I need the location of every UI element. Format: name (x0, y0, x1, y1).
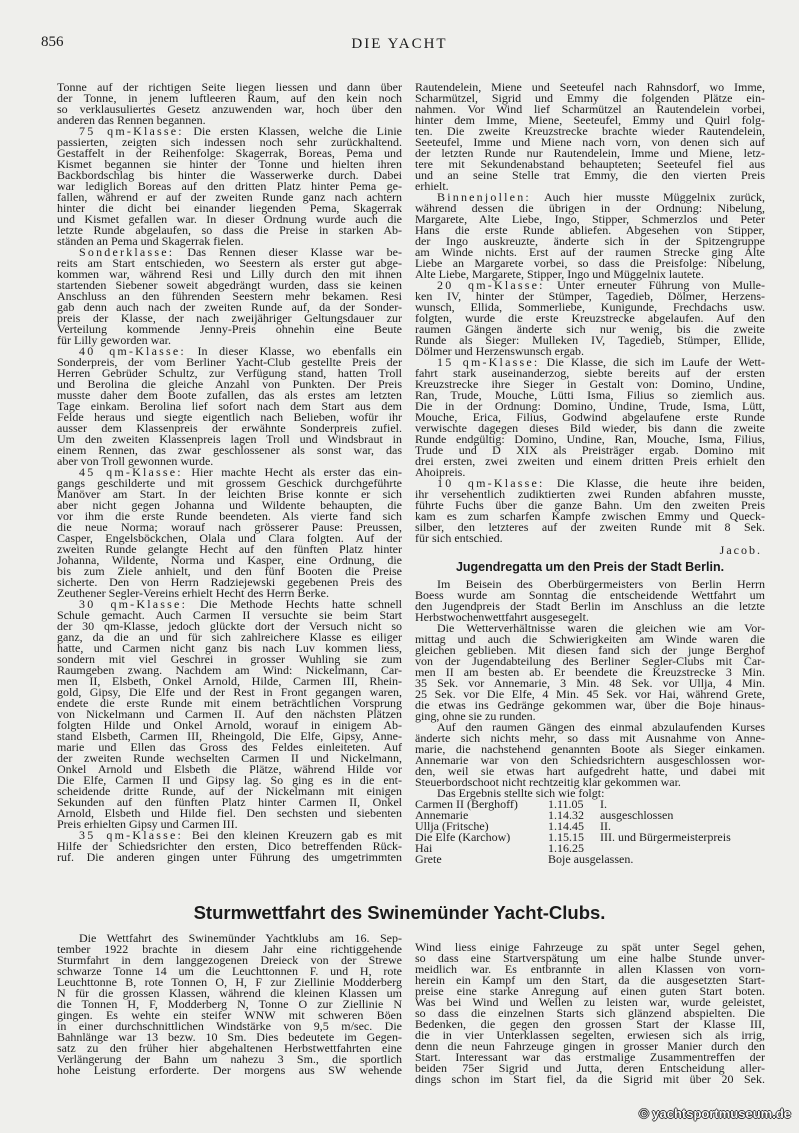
class-heading: 75 qm-Klasse: (79, 124, 184, 138)
text-line: Johanna, Wildente, Norma und Kasper, eine Ordnung, die (57, 553, 402, 567)
text-line: ken IV, hinter der Stümper, Tagedieb, Dölmer, Herzens- (415, 289, 765, 303)
text-line: reits am Start entschieden, wo Seestern als erster gut abge- (57, 256, 402, 270)
text-line: Start. Interessant war das erstmalige Zusammentreffen der (415, 1050, 765, 1064)
text-line: der Ingo auskreuzte, änderte sich in der Spitzengruppe (415, 234, 765, 248)
text-line: einem Rennen, das zwar geschlossener als sonst war, das (57, 443, 402, 457)
text-line: Ahoipreis. (415, 465, 466, 479)
text-line: änderte sich nichts mehr, so dass mit Ausnahme von Anne- (415, 731, 765, 745)
text-line: gangs geschilderte und mit grossem Geschick durchgeführte (57, 476, 402, 490)
text-line: meidlich war. Es entbrannte in allen Klassen von vorn- (415, 962, 765, 976)
running-title: DIE YACHT (351, 36, 448, 52)
text-line: gleichen geblieben. Mit diesen fand sich der junge Berghof (415, 643, 765, 657)
text-line: Steuerbordschoot nicht rechtzeitig klar gekommen war. (415, 775, 681, 789)
text-line: am Winde nichts. Erst auf der raumen Strecke ging Alte (415, 245, 765, 259)
line-text: Die ersten Klassen, welche die Linie (183, 124, 403, 138)
author-signature: Jacob. (719, 543, 762, 557)
paragraph (57, 467, 402, 599)
text-line: während dessen die übrigen in der Ordnung: Nibelung, (415, 201, 765, 215)
text-line: Hans die erste Runde abliefen. Abgesehen von Stipper, (415, 223, 765, 237)
text-line: führte Fuchs über die ganze Bahn. Um den zweiten Preis (415, 498, 765, 512)
text-line: drei ersten, zwei zweiten und einem dritten Preis erhielt den (415, 454, 765, 468)
text-line: ging, ohne sie zu runden. (415, 709, 536, 723)
text-line: die etwas ins Gedränge gekommen war, über die Boje hinaus- (415, 698, 765, 712)
text-line: Die Wettfahrt des Swinemünder Yachtklubs am 16. Sep- (79, 931, 402, 945)
text-line: Verteilung kommende Jenny-Preis ohnehin eine Beute (57, 322, 402, 336)
text-line: scheidende dritte Runde, auf der Nickelmann mit einigen (57, 784, 402, 798)
paragraph (57, 599, 402, 830)
text-line: fahrt stark auseinanderzog, siebte bereits auf der ersten (415, 366, 765, 380)
text-line: kam es zum scharfen Kampfe zwischen Emmy und Queck- (415, 509, 765, 523)
text-line: Bahnlänge war 13 bezw. 10 Sm. Dies bedeutete im Gegen- (57, 1030, 402, 1044)
text-line: vor ihm die erste Runde beendeten. Als vierte fand sich (57, 509, 402, 523)
text-line: Was bei Wind und Wellen zu leisten war, wurde geleistet, (415, 995, 765, 1009)
text-line: dings schon im Start fiel, da die Sigrid mit über 20 Sek. (415, 1072, 765, 1086)
text-line: Bedenken, die gegen den grossen Start der Klasse III, (415, 1017, 765, 1031)
paragraph (415, 579, 765, 623)
text-line: N für die grossen Klassen, während die kleinen Klassen um (57, 986, 402, 1000)
line-text: Die Methode Hechts hatte schnell (187, 597, 402, 611)
text-line: Verlängerung der Bahn um nahezu 3 Sm., die sportlich (57, 1052, 402, 1066)
paragraph (415, 192, 765, 280)
text-line: tember 1922 brachte in diesem Jahr eine richtiggehende (57, 942, 402, 956)
text-line: zweiten Runde gelangte Hecht auf den fünften Platz hinter (57, 542, 402, 556)
result-row (415, 854, 765, 865)
text-line: Backbordschlag bis hinter die Wasserwerke durch. Dabei (57, 168, 402, 182)
right-lower-flow (415, 545, 765, 865)
text-line: 35 Sek. vor Annemarie, 3 Min. 48 Sek. vor Ullja, 4 Min. (415, 676, 765, 690)
text-line: Die Elfe, Carmen II und Gipsy lag. So ging es in die ent- (57, 773, 402, 787)
text-line: Rautendelein, Miene und Seeteufel nach Rahnsdorf, wo Imme, (415, 80, 765, 94)
text-line: der Tonne, in jenem luftleeren Raum, auf den kein noch (57, 91, 402, 105)
results-intro: Das Ergebnis stellte sich wie folgt: (437, 786, 605, 800)
text-line: Um den zweiten Klassenpreis lagen Troll und Windsbraut in (57, 432, 402, 446)
result-note: ausgeschlossen (600, 808, 674, 822)
text-line: gold, Gipsy, Die Elfe und der Rest in Front gegangen waren, (57, 685, 402, 699)
text-line: musste daher dem Boote zufallen, das als erstes am letzten (57, 388, 402, 402)
text-line: Mouche, Erica, Filius, Godwind abgelaufene erste Runde (415, 410, 765, 424)
text-line: die neue Norma; worauf nach grösserer Pause: Preussen, (57, 520, 402, 534)
line-text: Das Rennen dieser Klasse war be- (174, 245, 402, 259)
text-line: ausser dem Klassenpreis der erwähnte Sonderpreis zufiel. (57, 421, 402, 435)
text-line: wunsch, Ellida, Sommerliebe, Kunigunde, Frechdachs usw. (415, 300, 765, 314)
text-line: Ran, Trude, Mouche, Lütti Isma, Filius so ziemlich aus. (415, 388, 765, 402)
class-heading: Sonderklasse: (79, 245, 175, 259)
paragraph (415, 722, 765, 788)
results-table (415, 799, 765, 865)
result-boat: Ullja (Fritsche) (415, 819, 489, 833)
text-line: war lediglich Boreas auf den dritten Platz hinter Pema ge- (57, 179, 402, 193)
text-line: Im Beisein des Oberbürgermeisters von Berlin Herrn (437, 577, 765, 591)
line-text: Die Klasse, die heute ihre beiden, (544, 476, 765, 490)
text-line: Kismet begannen sie hinter der Tonne und hielten ihren (57, 157, 402, 171)
text-line: Kreuzstrecke ihre Sieger in Gestalt von: Domino, Undine, (415, 377, 765, 391)
text-line: so verklausuliertes Gesetz anzuwenden war, hoch über den (57, 102, 402, 116)
result-time: 1.14.32 (548, 808, 584, 822)
paragraph (415, 280, 765, 357)
text-line: folgten Hilde und Onkel Arnold, worauf in einigem Ab- (57, 718, 402, 732)
text-line: Margarete, Alte Liebe, Ingo, Stipper, Schmerzlos und Peter (415, 212, 765, 226)
line-text: Auch hier musste Müggelnix zurück, (530, 190, 765, 204)
watermark: © yachtsportmuseum.de (639, 1106, 791, 1121)
text-line: Boess wurde am Sonntag die entscheidende Wettfahrt um (415, 588, 765, 602)
result-boat: Die Elfe (Karchow) (415, 830, 511, 844)
text-line: Scharmützel, Sigrid und Emmy die folgenden Plätze ein- (415, 91, 765, 105)
text-line: sicherte. Den von Herrn Radziejewski gegebenen Preis des (57, 575, 402, 589)
text-line: ruf. Die anderen gingen unter Führung des umgetrimmten (57, 850, 402, 864)
text-line: Zeuthener Segler-Vereins erhielt Hecht des Herrn Berke. (57, 586, 329, 600)
text-line: Arnold, Elsbeth und Hilde fiel. Den sechsten und siebenten (57, 806, 402, 820)
text-line: marie, die nachstehend genannten Boote als Sieger einkamen. (415, 742, 765, 756)
text-line: tere mit Sekundenabstand behaupteten; Seeteufel fiel aus (415, 157, 765, 171)
text-line: Leuchttonne B, rote Tonnen O, H, F zur Ziellinie Modderberg (57, 975, 402, 989)
class-heading: Binnenjollen: (437, 190, 531, 204)
class-heading: 40 qm-Klasse: (79, 344, 186, 358)
text-line: Casper, Engelsböckchen, Olala und Clara folgten. Auf der (57, 531, 402, 545)
text-line: Felde heraus und siegte eigentlich nach Belieben, wofür ihr (57, 410, 402, 424)
text-line: preis der Klasse, der nach zweijähriger Geltungsdauer zur (57, 311, 402, 325)
paragraph (415, 942, 765, 1085)
text-line: herein ein Kampf um den Start, da die ausgesetzten Start- (415, 973, 765, 987)
text-line: die Tonnen H, F, Modderberg N, Tonne O zur Ziellinie N (57, 997, 402, 1011)
sturmwettfahrt-right-column (415, 942, 765, 1085)
paragraph (57, 82, 402, 126)
line-text: Die Klasse, die sich im Laufe der Wett- (539, 355, 765, 369)
text-line: aber nicht gegen Johanna und Wildente behaupten, die (57, 498, 402, 512)
paragraph (57, 247, 402, 346)
text-line: Hilfe der Schiedsrichter den ersten, Dico betreffenden Rück- (57, 839, 402, 853)
paragraph (415, 357, 765, 478)
line-text: In dieser Klasse, wo ebenfalls ein (185, 344, 403, 358)
class-heading: 10 qm-Klasse: (437, 476, 545, 490)
text-line: Herren Gebrüder Schultz, zur Verfügung stand, hatten Troll (57, 366, 402, 380)
class-heading: 35 qm-Klasse: (79, 828, 184, 842)
text-line: ganz, da die an und für sich zahlreichere Klasse es eiliger (57, 630, 402, 644)
text-line: ständen an Pema und Skagerrak fielen. (57, 234, 244, 248)
section-heading-jugendregatta: Jugendregatta um den Preis der Stadt Berlin. (455, 560, 725, 574)
result-row (415, 832, 765, 843)
text-line: passierten, zeigten sich indessen noch sehr zurückhaltend. (57, 135, 402, 149)
result-time: 1.16.25 (548, 841, 584, 855)
text-line: Manöver am Start. In der leichten Brise konnte er sich (57, 487, 402, 501)
jugendregatta-text (415, 579, 765, 788)
result-boat: Grete (415, 852, 442, 866)
text-line: hohe Leistung erforderte. Der morgens aus SW wehende (57, 1063, 402, 1077)
text-line: sondern mit viel Geschrei in grosser Wuhling sie zum (57, 652, 402, 666)
text-line: Gestaffelt in der Reihenfolge: Skagerrak, Boreas, Pema und (57, 146, 402, 160)
text-line: Schule gemacht. Auch Carmen II versuchte sie beim Start (57, 608, 402, 622)
text-line: ten. Die zweite Kreuzstrecke brachte wieder Rautendelein, (415, 124, 765, 138)
text-line: anderen das Rennen begannen. (57, 113, 206, 127)
text-line: Runde als Sieger: Mulleken IV, Tagedieb, Stümper, Ellide, (415, 333, 765, 347)
text-line: für Lilly geworden war. (57, 333, 171, 347)
result-time: 1.15.15 (548, 830, 584, 844)
text-line: folgten, wurde die erste Kreuzstrecke abgelaufen. Auf den (415, 311, 765, 325)
result-time: 1.11.05 (548, 797, 584, 811)
text-line: der letzten Runde nur Rautendelein, Imme und Miene, letz- (415, 146, 765, 160)
text-line: nahmen. Vor Wind lief Scharmützel an Rautendelein vorbei, (415, 102, 765, 116)
text-line: von Nickelmann und Carmen II. Auf den nächsten Plätzen (57, 707, 402, 721)
text-line: der zweiten Runde wechselten Carmen II und Nickelmann, (57, 751, 402, 765)
text-line: letzte Runde abgelaufen, so dass die Preise in starken Ab- (57, 223, 402, 237)
text-line: Sonderpreis, der vom Berliner Yacht-Club gestellte Preis der (57, 355, 402, 369)
text-line: Herbstwochenwettfahrt ausgesegelt. (415, 610, 589, 624)
text-line: so dass die einzelnen Starts sich glänzend abspielten. Die (415, 1006, 765, 1020)
text-line: ihr versehentlich zudiktierten zwei Runden abfahren musste, (415, 487, 765, 501)
text-line: 25 Sek. vor Die Elfe, 4 Min. 45 Sek. vor Hai, während Grete, (415, 687, 765, 701)
text-line: stand Elsbeth, Carmen III, Rheingold, Die Elfe, Gipsy, Anne- (57, 729, 402, 743)
section-heading-sturmwettfahrt: Sturmwettfahrt des Swinemünder Yacht-Clubs. (193, 902, 606, 923)
text-line: Annemarie war von den Schiedsrichtern ausgeschlossen wor- (415, 753, 765, 767)
article-right-column (415, 82, 765, 544)
text-line: aber von Troll gewonnen wurde. (57, 454, 214, 468)
text-line: raumen Gängen änderte sich nur wenig, bis die zweite (415, 322, 765, 336)
class-heading: 15 qm-Klasse: (437, 355, 540, 369)
text-line: die in vier Unterklassen segelten, erwiesen sich als irrig, (415, 1028, 765, 1042)
text-line: gingen. Es wehte ein steifer WNW mit schweren Böen (57, 1008, 402, 1022)
text-line: für sich entschied. (415, 531, 503, 545)
text-line: Trude und D XIX als Preisträger ergab. Domino mit (415, 443, 765, 457)
text-line: satz zu den früher hier abgehaltenen Herbstwettfahrten eine (57, 1041, 402, 1055)
class-heading: 30 qm-Klasse: (79, 597, 188, 611)
text-line: mittag und auch die Schwierigkeiten am Winde waren die (415, 632, 765, 646)
page-number: 856 (41, 34, 64, 50)
text-line: men II, Elsbeth, Onkel Arnold, Hilde, Carmen III, Rhein- (57, 674, 402, 688)
class-heading: 20 qm-Klasse: (437, 278, 545, 292)
line-text: Unter erneuter Führung von Mulle- (544, 278, 765, 292)
paragraph (57, 830, 402, 863)
text-line: Sturmfahrt in dem langgezogenen Dreieck von der Strewe (57, 953, 402, 967)
result-note: III. und Bürgermeisterpreis (600, 830, 731, 844)
text-line: preise eine starke Anregung auf einen guten Start boten. (415, 984, 765, 998)
text-line: Sekunden auf den fünften Platz hinter Carmen II, Onkel (57, 795, 402, 809)
article-left-column (57, 82, 402, 863)
text-line: Runde endgültig: Domino, Undine, Ran, Mouche, Isma, Filius, (415, 432, 765, 446)
result-time: 1.14.45 (548, 819, 584, 833)
paragraph (415, 623, 765, 722)
text-line: Dölmer und Herzenswunsch ergab. (415, 344, 585, 358)
text-line: verwischte dagegen dieses Bild wieder, bis dann die zweite (415, 421, 765, 435)
text-line: erhielt. (415, 179, 449, 193)
text-line: Anschluss an den führenden Seestern mehr bekamen. Resi (57, 289, 402, 303)
paragraph (415, 82, 765, 192)
text-line: von der Jugendabteilung des Berliner Segler-Clubs mit Car- (415, 654, 765, 668)
text-line: so dass eine Startverspätung um eine halbe Stunde unver- (415, 951, 765, 965)
result-note: Boje ausgelassen. (548, 852, 634, 866)
paragraph (415, 478, 765, 544)
text-line: und Kismet gefallen war. In dieser Ordnung wurde auch die (57, 212, 402, 226)
text-line: Tage einkam. Berolina lief sofort nach dem Start aus dem (57, 399, 402, 413)
text-line: Auf den raumen Gängen des einmal abzulaufenden Kurses (437, 720, 765, 734)
text-line: Tonne auf der richtigen Seite liegen liessen und dann über (57, 80, 402, 94)
text-line: fallen, während er auf der zweiten Runde ganz nach achtern (57, 190, 402, 204)
result-boat: Carmen II (Berghoff) (415, 797, 518, 811)
text-line: Raumgeben zwang. Nachdem am Wind: Nickelmann, Car- (57, 663, 402, 677)
text-line: hinter die dicht bei einander liegenden Pema, Skagerrak (57, 201, 402, 215)
sturmwettfahrt-left-column (57, 933, 402, 1076)
text-line: Alte Liebe, Margarete, Stipper, Ingo und Müggelnix lautete. (415, 267, 704, 281)
text-line: kommen war, während Resi und Lilly durch den mit ihnen (57, 267, 402, 281)
text-line: marie und Ellen das Gross des Feldes einleiteten. Auf (57, 740, 402, 754)
paragraph (57, 126, 402, 247)
text-line: beiden 75er Sigrid und Jutta, deren Entscheidung aller- (415, 1061, 765, 1075)
text-line: Liebe an Margarete vorbei, so dass die Preisfolge: Nibelung, (415, 256, 765, 270)
text-line: denn die neun Fahrzeuge gingen in grosser Manier durch den (415, 1039, 765, 1053)
text-line: den Jugendpreis der Stadt Berlin im Anschluss an die letzte (415, 599, 765, 613)
text-line: und an seine Stelle trat Emmy, die den vierten Preis (415, 168, 765, 182)
text-line: Preis erhielten Gipsy und Carmen III. (57, 817, 238, 831)
text-line: bis zum Ziele anhielt, und den fünf Booten die Preise (57, 564, 402, 578)
line-text: Hier machte Hecht als erster das ein- (182, 465, 402, 479)
result-boat: Annemarie (415, 808, 469, 822)
text-line: schwarze Tonne 14 um die Leuchttonnen F. und H, rote (57, 964, 402, 978)
text-line: hatte, und Carmen nicht ganz bis nach Luv kommen liess, (57, 641, 402, 655)
text-line: in einer durchschnittlichen Windstärke von 9,5 m/sec. Die (57, 1019, 402, 1033)
text-line: den, weil sie etwas hart aufgedreht hatte, und dabei mit (415, 764, 765, 778)
text-line: Onkel Arnold und Elsbeth die Plätze, während Hilde vor (57, 762, 402, 776)
text-line: Wind liess einige Fahrzeuge zu spät unter Segel gehen, (415, 940, 765, 954)
result-boat: Hai (415, 841, 433, 855)
text-line: Seeteufel, Imme und Miene nach vorn, von denen sich auf (415, 135, 765, 149)
text-line: Die in der Ordnung: Domino, Undine, Trude, Isma, Lütt, (415, 399, 765, 413)
result-note: I. (600, 797, 607, 811)
paragraph (57, 933, 402, 1076)
text-line: hinter dem Imme, Miene, Seeteufel, Emmy und Quirl folg- (415, 113, 765, 127)
result-note: II. (600, 819, 611, 833)
text-line: men II am besten ab. Er beendete die Kreuzstrecke 3 Min. (415, 665, 765, 679)
line-text: Bei den kleinen Kreuzern gab es mit (183, 828, 402, 842)
text-line: und Berolina die gleiche Anzahl von Punkten. Der Preis (57, 377, 402, 391)
text-line: endete die erste Runde mit einem beträchtlichen Vorsprung (57, 696, 402, 710)
text-line: Die Wetterverhältnisse waren die gleichen wie am Vor- (437, 621, 765, 635)
text-line: gab denn auch nach der zweiten Runde auf, da der Sonder- (57, 300, 402, 314)
text-line: der 30 qm-Klasse, jedoch glückte dort der Versuch nicht so (57, 619, 402, 633)
text-line: startenden Siebener soweit abgedrängt wurden, dass sie keinen (57, 278, 402, 292)
text-line: silber, den letzteres auf der zweiten Runde mit 8 Sek. (415, 520, 765, 534)
class-heading: 45 qm-Klasse: (79, 465, 183, 479)
paragraph (57, 346, 402, 467)
